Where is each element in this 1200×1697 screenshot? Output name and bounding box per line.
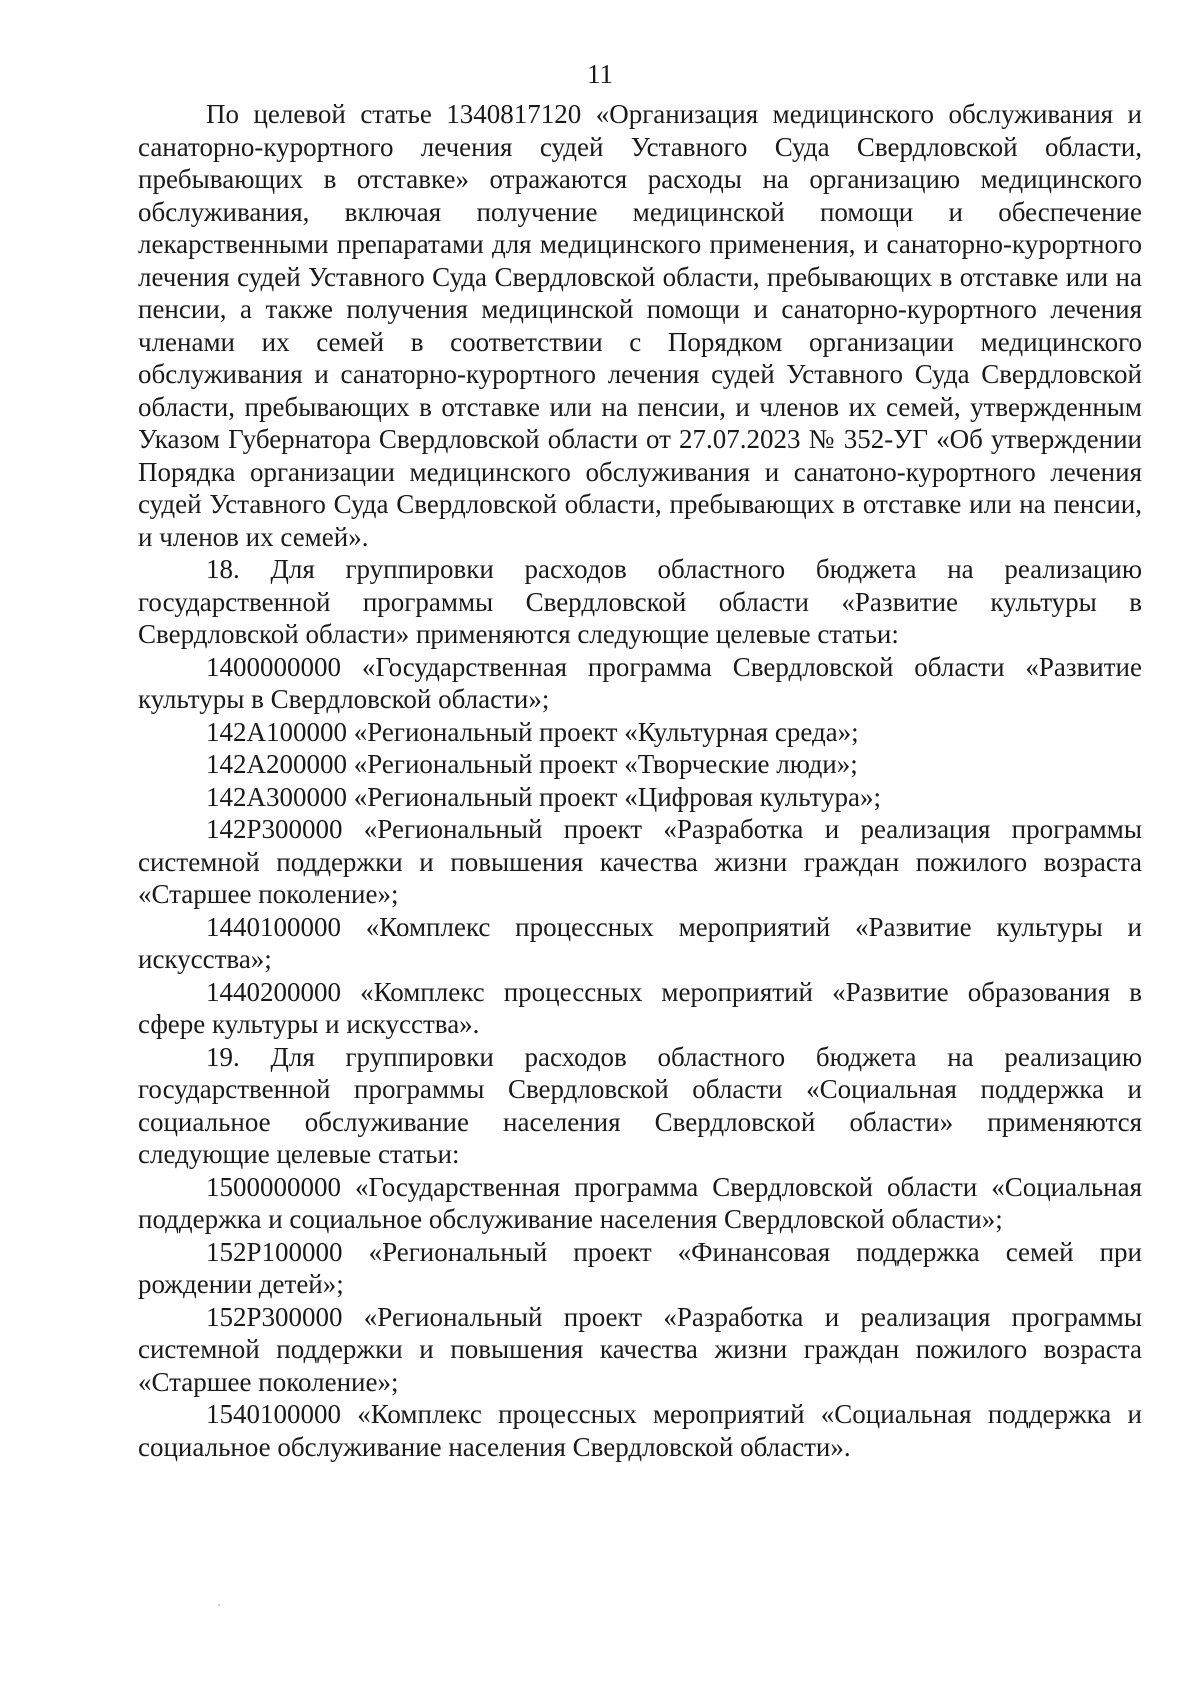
- scan-speck: [218, 1604, 220, 1606]
- paragraph-article-1540100000: 1540100000 «Комплекс процессных мероприятий «Социальная поддержка и социальное обслуживание населения Свердловской области».: [138, 1399, 1142, 1462]
- paragraph-article-142A200000: 142А200000 «Региональный проект «Творческие люди»;: [206, 749, 858, 779]
- paragraph-article-142A100000: 142А100000 «Региональный проект «Культурная среда»;: [206, 716, 859, 747]
- document-body: [138, 98, 1142, 1463]
- paragraph-article-152P300000: 152Р300000 «Региональный проект «Разработка и реализация программы системной поддержки и повышения качества жизни граждан пожилого возраста «Старшее поколение»;: [138, 1301, 1142, 1397]
- paragraph-article-1500000000: 1500000000 «Государственная программа Свердловской области «Социальная поддержка и социальное обслуживание населения Свердловской области»;: [138, 1171, 1142, 1234]
- paragraph-article-1440200000: 1440200000 «Комплекс процессных мероприятий «Развитие образования в сфере культуры и искусства».: [138, 976, 1142, 1039]
- paragraph-target-article-1340817120: По целевой статье 1340817120 «Организация медицинского обслуживания и санаторно-курортного лечения судей Уставного Суда Свердловской области, пребывающих в отставке» отражаются расходы на организацию медицинского обслуживания, включая получение медицинской помощи и обеспечение лекарственными препаратами для медицинского применения, и санаторно-курортного лечения судей Уставного Суда Свердловской области, пребывающих в отставке или на пенсии, а также получения медицинской помощи и санаторно-курортного лечения членами их семей в соответствии с Порядком организации медицинского обслуживания и санаторно-курортного лечения судей Уставного Суда Свердловской области, пребывающих в отставке или на пенсии, и членов их семей, утвержденным Указом Губернатора Свердловской области от 27.07.2023 № 352-УГ «Об утверждении Порядка организации медицинского обслуживания и санатоно-курортного лечения судей Уставного Суда Свердловской области, пребывающих в отставке или на пенсии, и членов их семей».: [138, 99, 1142, 552]
- paragraph-article-142A300000: 142А300000 «Региональный проект «Цифровая культура»;: [206, 781, 881, 812]
- paragraph-article-1400000000: 1400000000 «Государственная программа Свердловской области «Развитие культуры в Свердловской области»;: [138, 651, 1142, 714]
- paragraph-item-18-intro: 18. Для группировки расходов областного бюджета на реализацию государственной программы Свердловской области «Развитие культуры в Свердловской области» применяются следующие целевые статьи:: [138, 554, 1142, 649]
- paragraph-article-142P300000: 142Р300000 «Региональный проект «Разработка и реализация программы системной поддержки и повышения качества жизни граждан пожилого возраста «Старшее поколение»;: [138, 814, 1142, 909]
- page-number: 11: [587, 59, 613, 89]
- paragraph-item-19-intro: 19. Для группировки расходов областного бюджета на реализацию государственной программы Свердловской области «Социальная поддержка и социальное обслуживание населения Свердловской области» применяются следующие целевые статьи:: [138, 1041, 1142, 1169]
- paragraph-article-152P100000: 152Р100000 «Региональный проект «Финансовая поддержка семей при рождении детей»;: [138, 1236, 1142, 1299]
- paragraph-article-1440100000: 1440100000 «Комплекс процессных мероприятий «Развитие культуры и искусства»;: [138, 911, 1142, 974]
